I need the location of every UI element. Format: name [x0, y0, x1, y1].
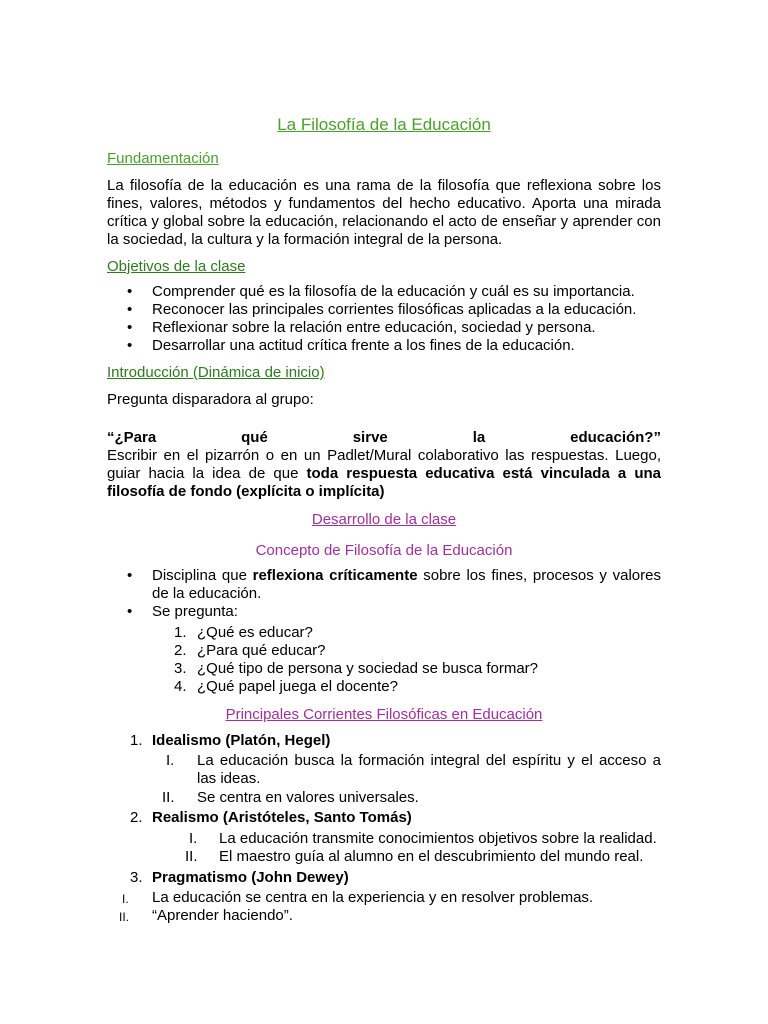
bullet-icon: • [127, 603, 133, 620]
corriente-title: Pragmatismo (John Dewey) [152, 869, 349, 886]
corriente-number: 3. [130, 869, 143, 886]
bullet-icon: • [127, 319, 133, 336]
introduccion-prompt: Pregunta disparadora al grupo: [107, 391, 314, 408]
question-item: ¿Qué es educar? [197, 624, 313, 641]
question-word: “¿Para [107, 429, 157, 446]
question-word: sirve [352, 429, 388, 446]
bullet-text: sobre los fines, procesos y valores de la educación. [152, 567, 661, 602]
question-number: 2. [174, 642, 187, 659]
concepto-bullet-1 [152, 567, 661, 603]
list-item: Reflexionar sobre la relación entre educación, sociedad y persona. [152, 319, 596, 336]
question-number: 3. [174, 660, 187, 677]
sub-number: II. [162, 789, 175, 806]
sub-number: I. [189, 830, 198, 847]
corriente-number: 2. [130, 809, 143, 826]
corriente-title: Realismo (Aristóteles, Santo Tomás) [152, 809, 412, 826]
objetivos-heading: Objetivos de la clase [107, 258, 246, 275]
question-item: ¿Qué papel juega el docente? [197, 678, 398, 695]
question-item: ¿Para qué educar? [197, 642, 326, 659]
fundamentacion-paragraph: La filosofía de la educación es una rama de la filosofía que reflexiona sobre los fines, valores, métodos y fundamentos del hecho educativo. Aporta una mirada crítica y global sobre la educación, relacionando el acto de enseñar y aprender con la sociedad, la cultura y la formación integral de la persona. [107, 177, 661, 248]
desarrollo-heading: Desarrollo de la clase [311, 511, 457, 528]
sub-item: La educación transmite conocimientos objetivos sobre la realidad. [219, 830, 657, 847]
question-word: qué [241, 429, 268, 446]
corrientes-heading: Principales Corrientes Filosóficas en Educación [225, 706, 543, 723]
bullet-text: Disciplina que [152, 567, 253, 584]
document-title: La Filosofía de la Educación [277, 115, 491, 134]
introduccion-instructions [107, 447, 661, 501]
corriente-number: 1. [130, 732, 143, 749]
bullet-icon: • [127, 337, 133, 354]
sub-number: I. [166, 752, 175, 769]
bullet-icon: • [127, 301, 133, 318]
instructions-bold-text: toda respuesta educativa está vinculada a una filosofía de fondo (explícita o implícita) [107, 465, 661, 500]
concepto-heading: Concepto de Filosofía de la Educación [255, 542, 513, 559]
concepto-bullet-2: Se pregunta: [152, 603, 238, 620]
sub-item: “Aprender haciendo”. [152, 907, 293, 924]
list-item: Reconocer las principales corrientes filosóficas aplicadas a la educación. [152, 301, 637, 318]
sub-number: II. [185, 848, 198, 865]
bullet-bold-text: reflexiona críticamente [252, 567, 418, 584]
sub-item: Se centra en valores universales. [197, 789, 419, 806]
introduccion-heading: Introducción (Dinámica de inicio) [107, 364, 325, 381]
fundamentacion-heading: Fundamentación [107, 150, 219, 167]
corriente-title: Idealismo (Platón, Hegel) [152, 732, 331, 749]
trigger-question [107, 429, 661, 447]
list-item: Desarrollar una actitud crítica frente a los fines de la educación. [152, 337, 575, 354]
sub-item: La educación se centra en la experiencia y en resolver problemas. [152, 889, 594, 906]
bullet-icon: • [127, 567, 133, 584]
question-number: 1. [174, 624, 187, 641]
sub-item: El maestro guía al alumno en el descubrimiento del mundo real. [219, 848, 644, 865]
question-number: 4. [174, 678, 187, 695]
question-word: educación?” [570, 429, 661, 446]
instructions-text: Escribir en el pizarrón o en un Padlet/Mural colaborativo las respuestas. Luego, guiar hacia la idea de que [107, 447, 661, 482]
sub-item: La educación busca la formación integral del espíritu y el acceso a las ideas. [197, 752, 661, 787]
list-item: Comprender qué es la filosofía de la educación y cuál es su importancia. [152, 283, 635, 300]
question-word: la [472, 429, 486, 446]
bullet-icon: • [127, 283, 133, 300]
sub-number: I. [122, 892, 129, 906]
question-item: ¿Qué tipo de persona y sociedad se busca formar? [197, 660, 539, 677]
sub-number: II. [119, 910, 130, 924]
